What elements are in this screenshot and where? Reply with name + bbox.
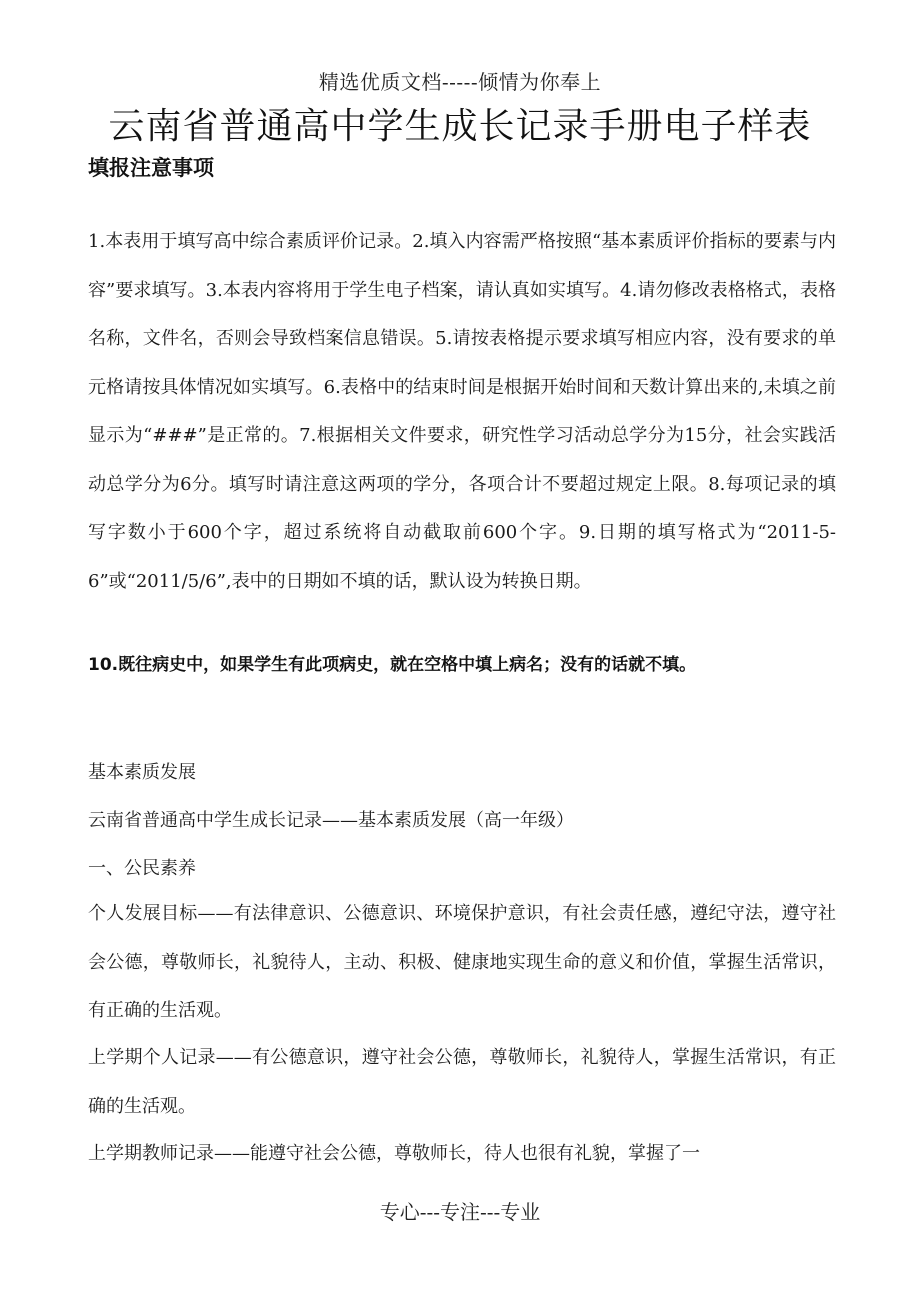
notice-body: 1.本表用于填写高中综合素质评价记录。2.填入内容需严格按照“基本素质评价指标的要素与内容”要求填写。3.本表内容将用于学生电子档案，请认真如实填写。4.请勿修改表格格式，表格名称，文件名，否则会导致档案信息错误。5.请按表格提示要求填写相应内容，没有要求的单元格请按具体情况如实填写。6.表格中的结束时间是根据开始时间和天数计算出来的,未填之前显示为“###”是正常的。7.根据相关文件要求，研究性学习活动总学分为15分，社会实践活动总学分为6分。填写时请注意这两项的学分，各项合计不要超过规定上限。8.每项记录的填写字数小于600个字，超过系统将自动截取前600个字。9.日期的填写格式为“2011-5-6”或“2011/5/6”,表中的日期如不填的话，默认设为转换日期。 [88,231,836,592]
section-title: 云南省普通高中学生成长记录——基本素质发展（高一年级） [88,810,574,831]
page-footer: 专心---专注---专业 [379,1200,541,1224]
section-label: 基本素质发展 [88,762,196,783]
notice-bold-line: 10.既往病史中，如果学生有此项病史，就在空格中填上病名；没有的话就不填。 [88,655,697,675]
notice-heading: 填报注意事项 [88,156,214,180]
self-record-paragraph: 上学期个人记录——有公德意识，遵守社会公德，尊敬师长，礼貌待人，掌握生活常识，有正确的生活观。 [88,1047,836,1117]
subsection-heading: 一、公民素养 [88,858,196,879]
teacher-record-paragraph: 上学期教师记录——能遵守社会公德，尊敬师长，待人也很有礼貌，掌握了一 [88,1143,700,1164]
page-header: 精选优质文档-----倾情为你奉上 [318,70,602,94]
goal-paragraph: 个人发展目标——有法律意识、公德意识、环境保护意识，有社会责任感，遵纪守法，遵守社会公德，尊敬师长，礼貌待人，主动、积极、健康地实现生命的意义和价值，掌握生活常识，有正确的生活观。 [88,903,836,1021]
document-title: 云南省普通高中学生成长记录手册电子样表 [108,106,812,147]
